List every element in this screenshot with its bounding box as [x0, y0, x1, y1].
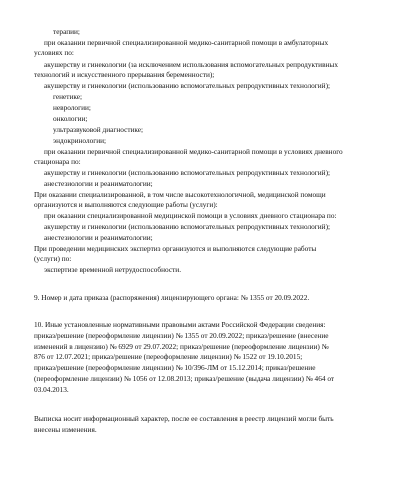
text-line: акушерству и гинекологии (использованию вспомогательных репродуктивных технологий);: [44, 81, 331, 90]
section-9: 9. Номер и дата приказа (распоряжения) лицензирующего органа: № 1355 от 20.09.2022.: [34, 293, 310, 302]
text-line: при оказании первичной специализированной медико-санитарной помощи в амбулаторных: [44, 38, 329, 47]
text-line: при оказании первичной специализированной медико-санитарной помощи в условиях дневного: [44, 147, 343, 156]
text-line: генетике;: [53, 92, 83, 101]
footer-note: внесены изменения.: [34, 425, 97, 434]
text-line: анестезиологии и реаниматологии;: [44, 179, 153, 188]
text-line: анестезиологии и реаниматологии;: [44, 233, 153, 242]
text-line: при оказании специализированной медицинской помощи в условиях дневного стационара по:: [44, 211, 337, 220]
text-line: 876 от 12.07.2021; приказ/решение (переоформление лицензии) № 1522 от 19.10.2015;: [34, 352, 303, 361]
text-line: акушерству и гинекологии (использованию вспомогательных репродуктивных технологий);: [44, 222, 331, 231]
text-line: терапии;: [53, 27, 80, 36]
footer-note: Выписка носит информационный характер, после ее составления в реестр лицензий могли быть: [34, 414, 334, 423]
text-line: стационара по:: [34, 157, 81, 166]
text-line: (переоформление лицензии) № 1056 от 12.08.2013; приказ/решение (выдача лицензии) № 464 от: [34, 374, 335, 383]
text-line: условиях по:: [34, 48, 74, 57]
text-line: акушерству и гинекологии (за исключением использования вспомогательных репродуктивных: [44, 60, 338, 69]
text-line: организуются и выполняются следующие работы (услуги):: [34, 200, 218, 209]
text-line: При проведении медицинских экспертиз организуются и выполняются следующие работы: [34, 244, 317, 253]
text-line: При оказании специализированной, в том числе высокотехнологичной, медицинской помощи: [34, 190, 326, 199]
text-line: ультразвуковой диагностике;: [53, 125, 144, 134]
text-line: изменений в лицензию) № 6929 от 29.07.2022; приказ/решение (переоформление лицензии) №: [34, 342, 329, 351]
text-line: технологий и искусственного прерывания беременности);: [34, 70, 215, 79]
text-line: приказ/решение (переоформление лицензии) № 10/396-ЛМ от 15.12.2014; приказ/решение: [34, 363, 316, 372]
text-line: онкологии;: [53, 114, 88, 123]
text-line: 10. Иные установленные нормативными правовыми актами Российской Федерации сведения:: [34, 320, 326, 329]
text-line: (услуги) по:: [34, 254, 72, 263]
text-line: неврологии;: [53, 103, 91, 112]
text-line: экспертизе временной нетрудоспособности.: [44, 265, 182, 274]
text-line: 03.04.2013.: [34, 385, 69, 394]
text-line: эндокринологии;: [53, 136, 107, 145]
text-line: акушерству и гинекологии (использованию вспомогательных репродуктивных технологий);: [44, 168, 331, 177]
text-line: приказ/решение (переоформление лицензии) № 1355 от 20.09.2022; приказ/решение (внесение: [34, 331, 329, 340]
